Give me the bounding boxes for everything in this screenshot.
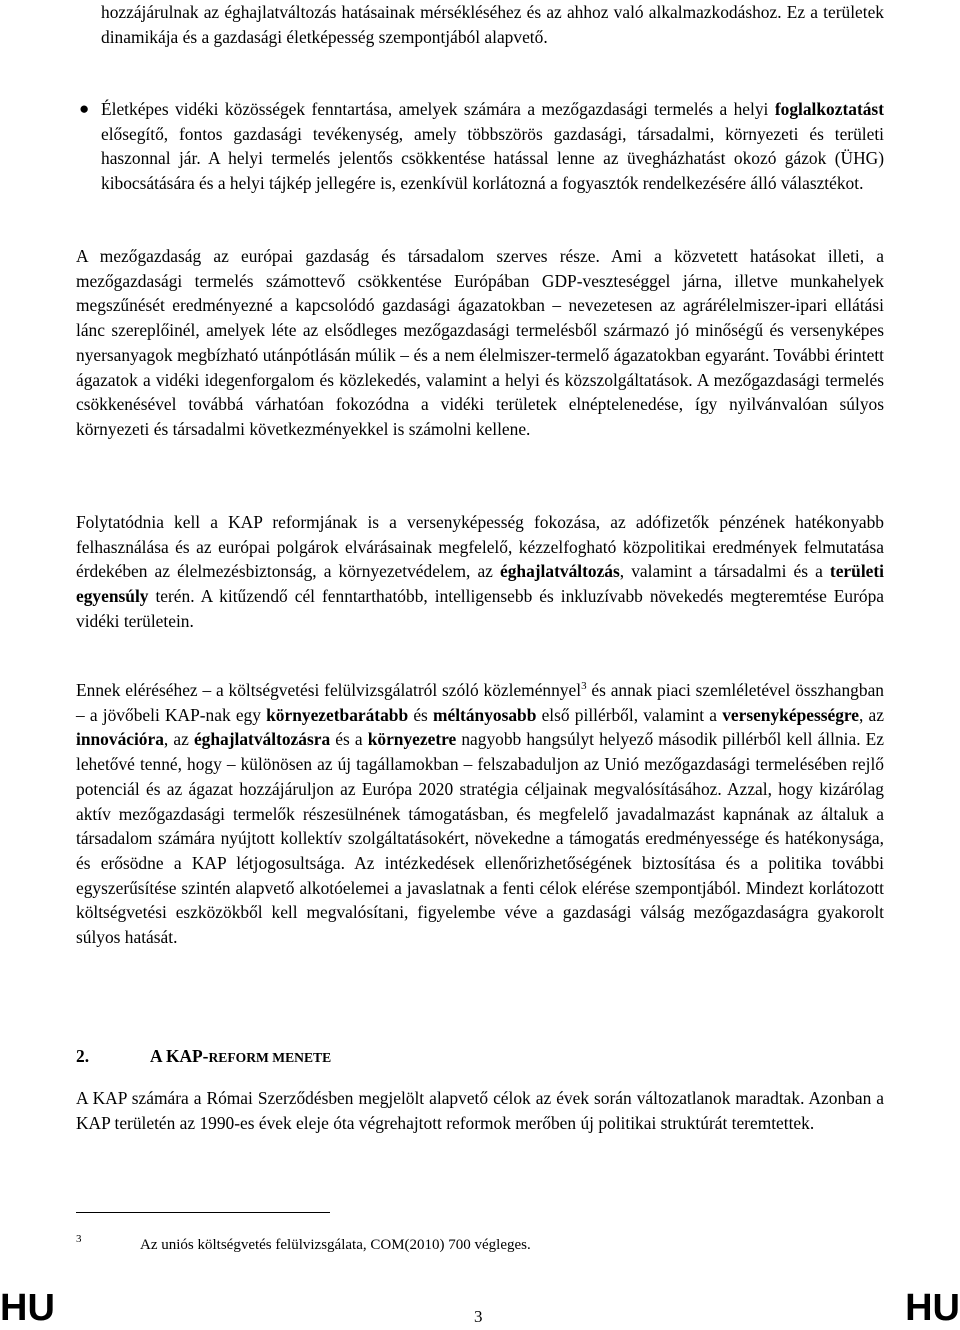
language-code-left: HU <box>0 1287 55 1329</box>
bullet-item-rural-communities <box>101 97 884 196</box>
text-run: elősegítő, fontos gazdasági tevékenység, amely többszörös gazdasági, társadalmi, környezeti és területi haszonnal jár. A helyi termelés jelentős csökkentése hatással lenne az üvegházhatást okozó gázok (ÜHG) kibocsátására és a helyi tájkép jellegére is, ezenkívül korlátozná a fogyasztók rendelkezésére álló választékot. <box>101 123 884 194</box>
paragraph-rome-treaty: A KAP számára a Római Szerződésben megjelölt alapvető célok az évek során változatlanok maradtak. Azonban a KAP területén az 1990-es évek eleje óta végrehajtott reformok merőben új politikai struktúrát teremtettek. <box>76 1088 884 1133</box>
text-run: terén. A kitűzendő cél fenntarthatóbb, intelligensebb és inkluzívabb növekedés megteremtése Európa vidéki területein. <box>76 586 884 631</box>
footnote-divider <box>76 1212 330 1213</box>
text-run: , az <box>163 729 194 750</box>
section-heading <box>76 1044 331 1070</box>
text-run: Ennek eléréséhez – a költségvetési felülvizsgálatról szóló közleménnyel <box>76 680 582 700</box>
bold-term: környezetbarátabb <box>266 704 409 725</box>
text-run: , valamint a társadalmi és a <box>619 561 830 582</box>
text-run: Folytatódnia kell a KAP reformjának is a versenyképesség fokozása, az adófizetők pénzének hatékonyabb felhasználása és az európai polgárok elvárásainak megfelelő, kézzelfogható közpolitikai eredmények felmutatása érdekében az élelmezésbiztonság, a környezetvédelem, az <box>76 512 884 582</box>
bold-term: éghajlatváltozás <box>499 561 620 582</box>
bold-term: környezetre <box>367 729 457 750</box>
bold-term: éghajlatváltozásra <box>193 729 331 750</box>
bold-term: versenyképességre <box>722 704 860 725</box>
language-code-right: HU <box>905 1287 960 1329</box>
text-run: és annak piaci szemléletével összhangban – a jövőbeli KAP-nak egy <box>76 680 884 725</box>
text-run: nagyobb hangsúlyt helyező második pillérből kell állnia. Ez lehetővé tenné, hogy – különösen az új tagállamokban – felszabaduljon az Unió mezőgazdasági termelésében rejlő potenciál és az ágazat hozzájáruljon az Európa 2020 stratégia céljainak megvalósításához. Azzal, hogy kizárólag aktív mezőgazdasági termelők részesülnének támogatásban, és megfelelő javadalmazást kapnának az általuk a társadalom számára nyújtott kollektív szolgáltatásokért, növekedne a támogatás eredményessége és hatékonysága, és erősödne a KAP létjogosultsága. Az intézkedések ellenőrizhetőségének biztosítása és a politika további egyszerűsítése szintén alapvető alkotóelemei a javaslatnak a fenti célok elérése szempontjából. Mindezt korlátozott költségvetési eszközökből kell megvalósítani, figyelembe véve a gazdasági válság mezőgazdaságra gyakorolt súlyos hatását. <box>76 729 885 948</box>
paragraph-agriculture-economy: A mezőgazdaság az európai gazdaság és társadalom szerves része. Ami a közvetett hatásokat illeti, a mezőgazdasági termelés számottevő csökkentése Európában GDP-veszteséggel járna, illetve munkahelyek megszűnését eredményezné a kapcsolódó gazdasági ágazatokban – nevezetesen az agrárélelmiszer-ipari ellátási lánc szereplőinél, amelyek léte az elsődleges mezőgazdasági termelésből származó jó minőségű és versenyképes nyersanyagok megbízható utánpótlásán múlik – és a nem élelmiszer-termelő ágazatokban egyaránt. További érintett ágazatok a vidéki idegenforgalom és közlekedés, valamint a helyi és közszolgáltatások. A mezőgazdasági termelés csökkenésével továbbá várhatóan fokozódna a vidéki területek elnéptelenedése, így nyilvánvalóan súlyos környezeti és társadalmi következményekkel is számolni kellene. <box>76 246 884 439</box>
section-title-smallcaps: REFORM MENETE <box>208 1050 332 1065</box>
text-run: , az <box>859 704 884 725</box>
bullet-dot: ● <box>79 99 90 118</box>
text-run: és a <box>330 729 368 750</box>
paragraph-budget-review <box>76 678 884 950</box>
section-number: 2. <box>76 1046 90 1066</box>
bold-term: területi egyensúly <box>76 561 884 607</box>
section-title: A KAP- <box>150 1046 209 1066</box>
footnote-reference[interactable]: 3 <box>581 680 587 692</box>
text-run: és <box>408 704 433 725</box>
bold-term: méltányosabb <box>433 704 537 725</box>
page-number: 3 <box>474 1307 483 1326</box>
footnote-number: 3 <box>76 1233 82 1245</box>
footnote-text: Az uniós költségvetés felülvizsgálata, COM(2010) 700 végleges. <box>140 1237 531 1253</box>
text-run: első pillérből, valamint a <box>536 704 723 725</box>
text-run: Életképes vidéki közösségek fenntartása, amelyek számára a mezőgazdasági termelés a helyi <box>101 99 775 119</box>
paragraph-reform-continuation <box>76 510 884 634</box>
paragraph-continuation: hozzájárulnak az éghajlatváltozás hatásainak mérsékléséhez és az ahhoz való alkalmazkodáshoz. Ez a területek dinamikája és a gazdasági életképesség szempontjából alapvető. <box>101 2 884 47</box>
bold-term: foglalkoztatást <box>774 99 884 119</box>
bold-term: innovációra <box>76 729 164 750</box>
